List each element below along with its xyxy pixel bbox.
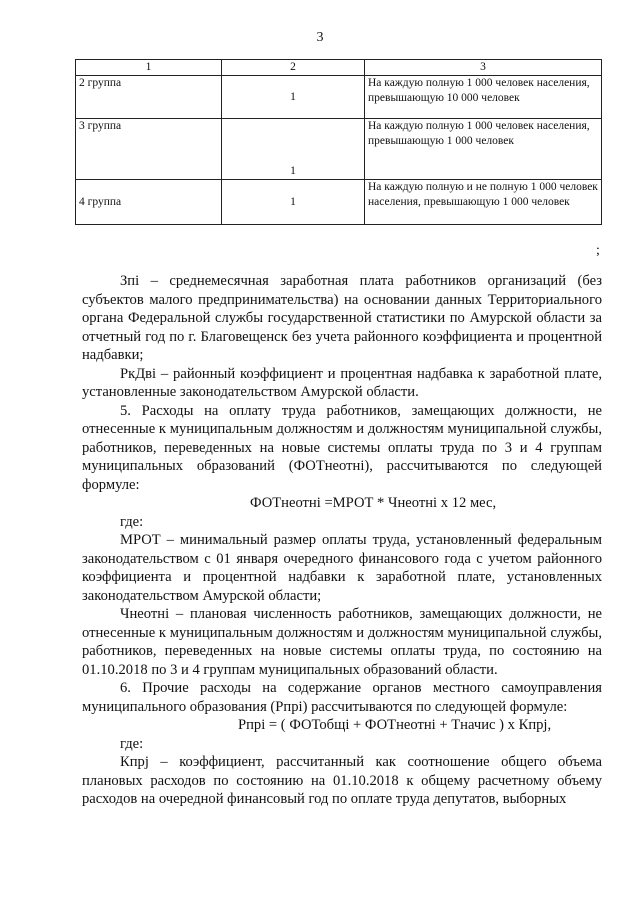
group-cell: 4 группа (76, 180, 222, 225)
document-body (82, 272, 602, 809)
formula-fot: ФОТнеотнi =МРОТ * Чнеотнi х 12 мес, (250, 495, 497, 511)
formula-rpr: Рпрi = ( ФОТобщi + ФОТнеотнi + Тначис ) х Кпрj, (238, 717, 552, 733)
item-6: 6. Прочие расходы на содержание органов местного самоуправления муниципального образования (Рпрi) рассчитываются по следующей формуле: (82, 680, 602, 715)
table-header-cell: 1 (76, 60, 222, 76)
rk-definition: РкДвi – районный коэффициент и процентная надбавка к заработной плате, установленные законодательством Амурской области. (82, 365, 602, 400)
page-number: 3 (316, 30, 324, 45)
where-label: где: (120, 513, 144, 530)
ch-definition: Чнеотнi – плановая численность работников, замещающих должности, не отнесенные к муниципальным должностям и должностям муниципальной службы, работников, переведенных на новые системы оплаты труда, по состоянию на 01.10.2018 по 3 и 4 группам муниципальных образований области. (82, 606, 602, 678)
table-row (76, 119, 602, 180)
desc-cell: На каждую полную и не полную 1 000 человек населения, превышающую 1 000 человек (365, 180, 602, 225)
desc-cell: На каждую полную 1 000 человек населения, превышающую 1 000 человек (365, 119, 602, 180)
table-row (76, 180, 602, 225)
group-cell: 2 группа (76, 76, 222, 119)
zp-definition: Зпi – среднемесячная заработная плата работников организаций (без субъектов малого предпринимательства) на основании данных Территориального органа Федеральной службы государственной статистики по Амурской области за отчетный год по г. Благовещенск без учета районного коэффициента и процентной надбавки; (82, 273, 602, 363)
coef-cell: 1 (222, 76, 365, 119)
trailing-semicolon: ; (596, 243, 600, 258)
table-header-cell: 3 (365, 60, 602, 76)
coef-cell: 1 (222, 119, 365, 180)
where-label: где: (120, 735, 144, 752)
groups-table (75, 59, 602, 225)
table-row (76, 76, 602, 119)
item-5: 5. Расходы на оплату труда работников, замещающих должности, не отнесенные к муниципальным должностям и должностям муниципальной службы, работников, переведенных на новые системы оплаты труда по 3 и 4 группам муниципальных образований (ФОТнеотнi), рассчитываются по следующей формуле: (82, 402, 602, 493)
group-cell: 3 группа (76, 119, 222, 180)
k-definition: Кпрj – коэффициент, рассчитанный как соотношение общего объема плановых расходов по состоянию на 01.10.2018 к общему расчетному объему расходов на очередной финансовый год по оплате труда депутатов, выборных (82, 754, 602, 807)
table-header-row (76, 60, 602, 76)
coef-cell: 1 (222, 180, 365, 225)
desc-cell: На каждую полную 1 000 человек населения, превышающую 10 000 человек (365, 76, 602, 119)
mrot-definition: МРОТ – минимальный размер оплаты труда, установленный федеральным законодательством с 01 января очередного финансового года с учетом районного коэффициента и процентной надбавки к заработной плате, установленных законодательством Амурской области; (82, 532, 602, 604)
table-header-cell: 2 (222, 60, 365, 76)
